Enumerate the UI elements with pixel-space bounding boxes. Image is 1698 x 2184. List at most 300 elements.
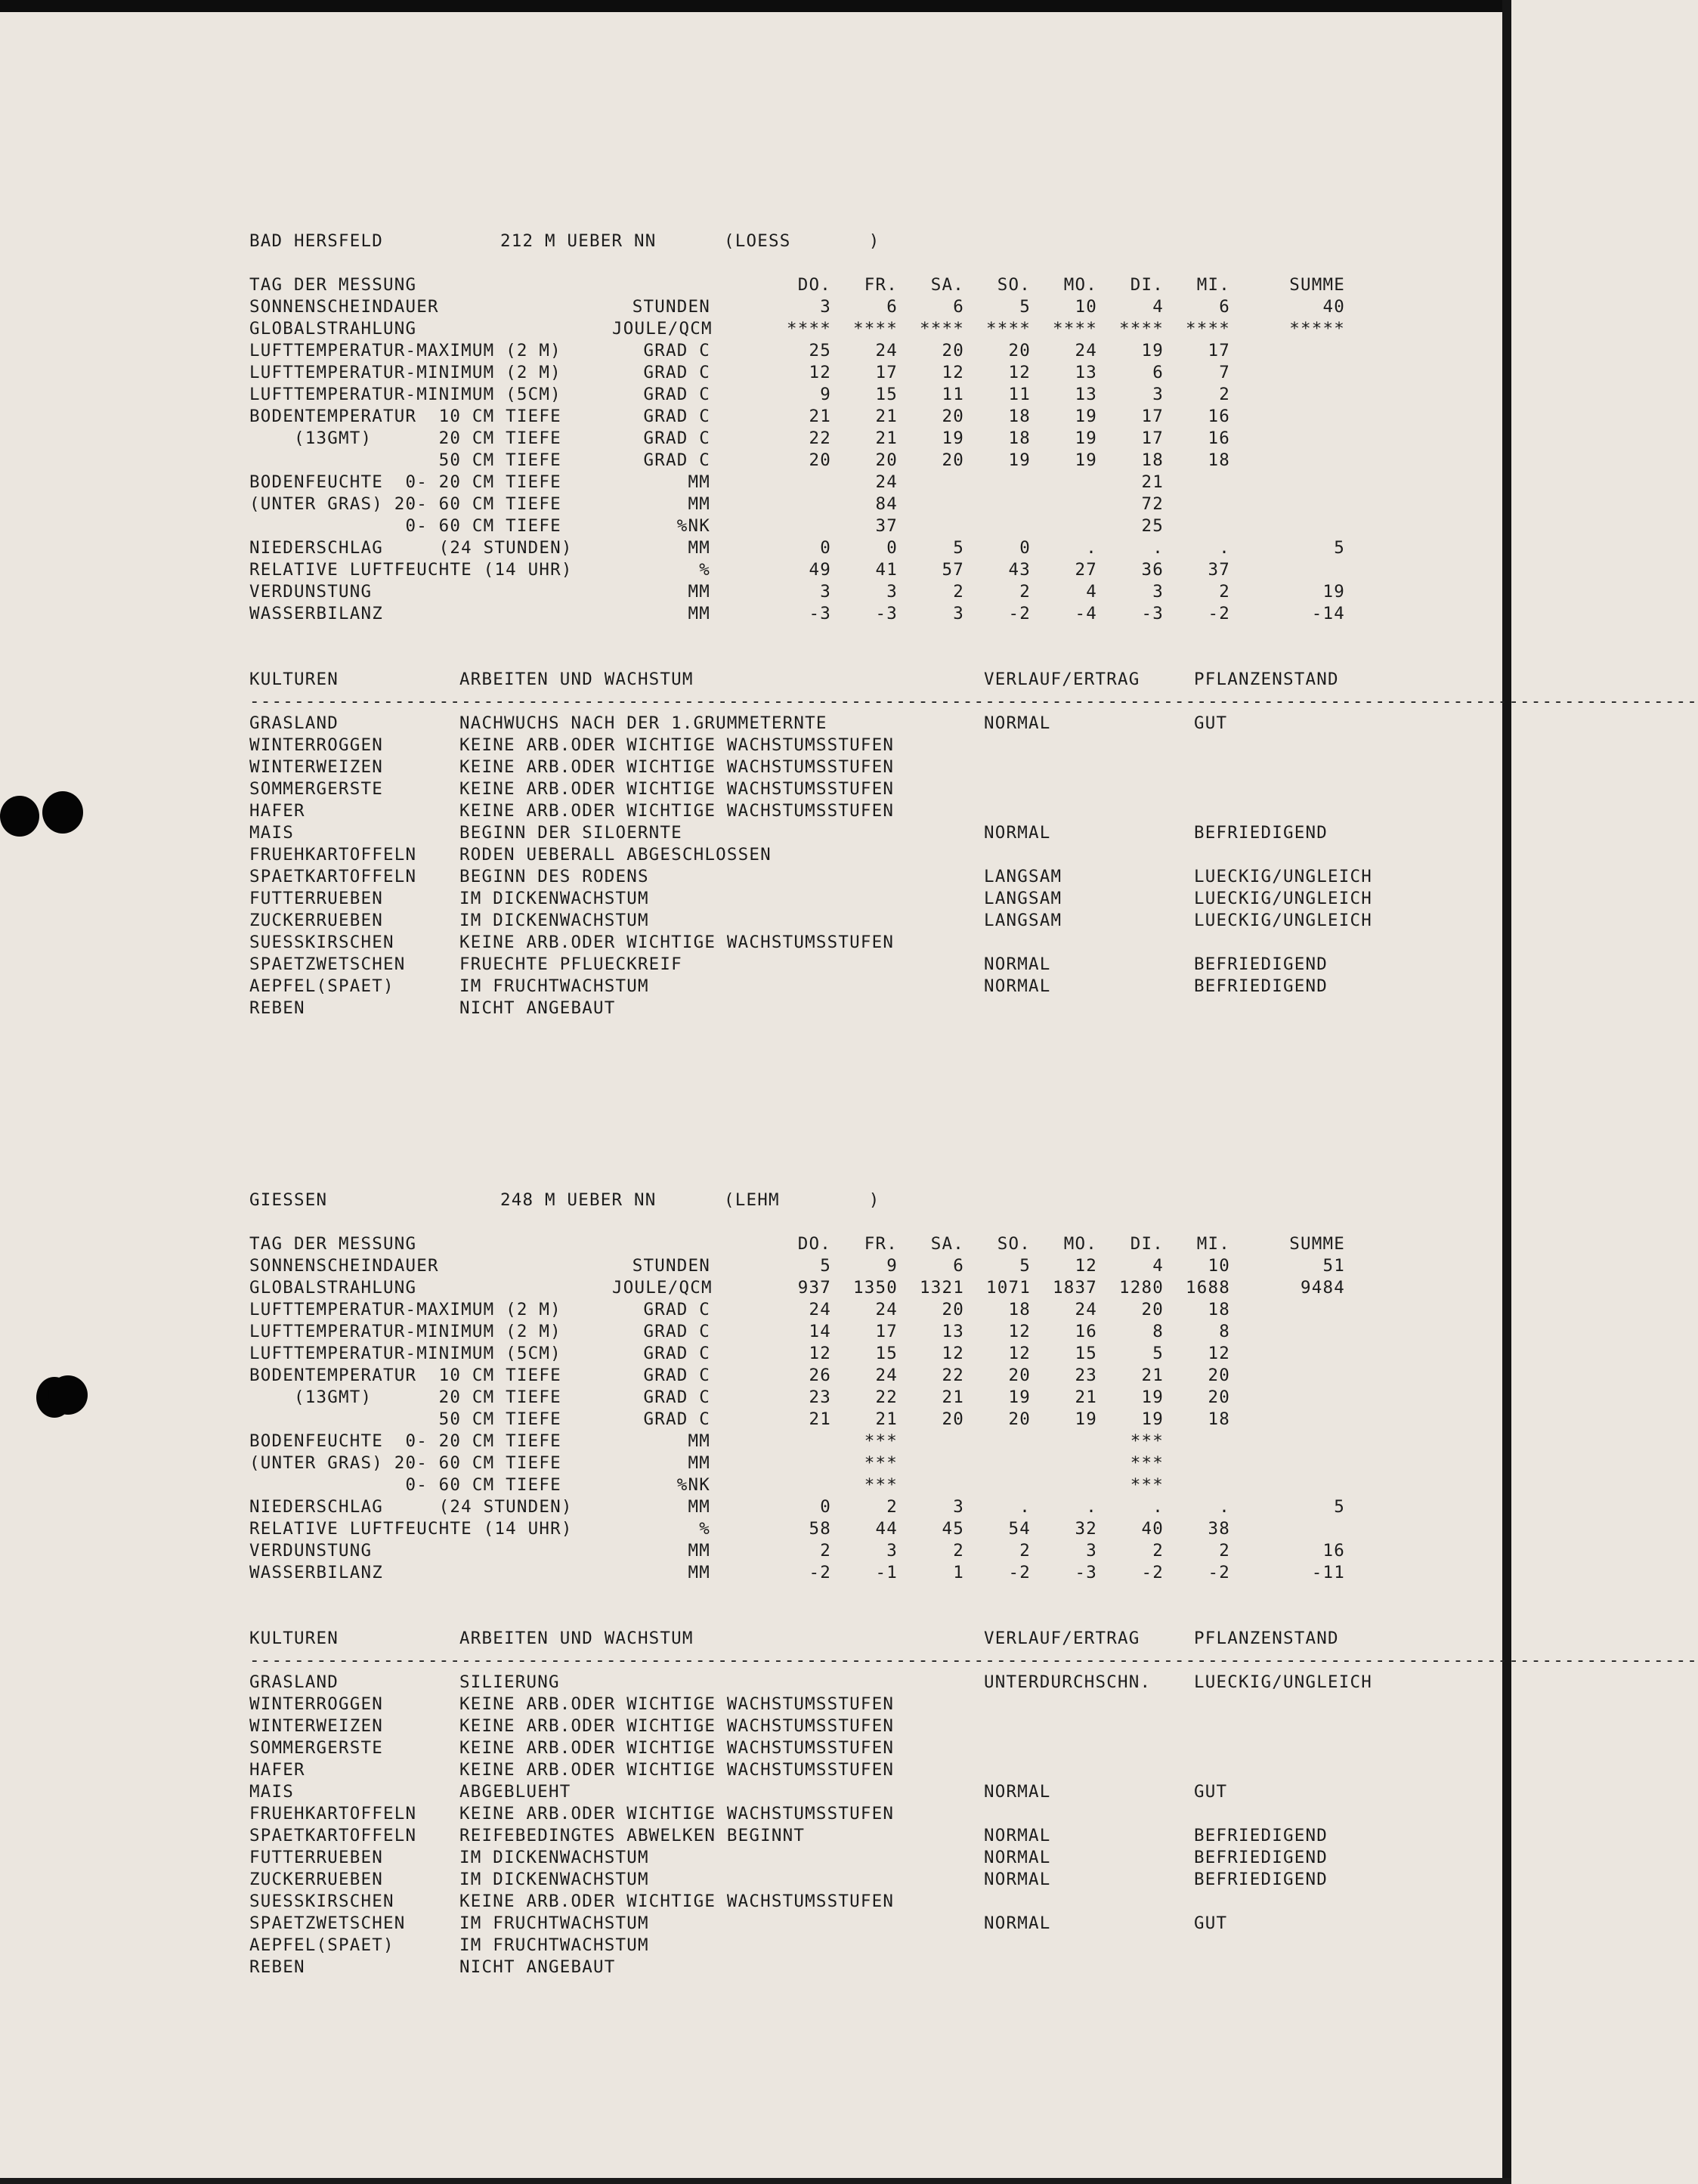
crop-work: KEINE ARB.ODER WICHTIGE WACHSTUMSSTUFEN (459, 1716, 895, 1736)
day-value: *** (1130, 1431, 1164, 1451)
day-value: 54 (1008, 1519, 1031, 1539)
crop-condition: LUECKIG/UNGLEICH (1194, 889, 1372, 908)
measure-label: RELATIVE LUFTFEUCHTE (14 UHR) (249, 560, 573, 580)
day-value: 20 (942, 450, 964, 470)
crop-row (249, 1694, 1413, 1715)
crop-row (249, 888, 1413, 910)
crop-condition: BEFRIEDIGEND (1194, 1826, 1328, 1845)
day-value: 18 (1008, 428, 1031, 448)
measure-label: NIEDERSCHLAG (24 STUNDEN) (249, 538, 573, 558)
day-value: 38 (1208, 1519, 1230, 1539)
crop-row (249, 822, 1413, 844)
day-value: 9 (886, 1256, 898, 1276)
day-value: 22 (942, 1366, 964, 1385)
measure-label: GLOBALSTRAHLUNG (249, 319, 417, 339)
day-value: 2 (1219, 385, 1230, 404)
weather-row (249, 1299, 1413, 1321)
weather-row (249, 515, 1413, 537)
measure-unit: MM (688, 472, 710, 492)
day-value: 20 (942, 341, 964, 360)
crop-row (249, 976, 1413, 998)
week-sum: -11 (1311, 1563, 1345, 1582)
station-report-bad-hersfeld (249, 230, 1698, 1019)
day-value: 23 (1075, 1366, 1097, 1385)
spacer (249, 1211, 1413, 1233)
day-value: 19 (1141, 341, 1164, 360)
weather-row (249, 274, 1413, 296)
crop-progress: NORMAL (984, 954, 1051, 974)
crop-row (249, 1803, 1413, 1825)
day-value: 1321 (920, 1278, 964, 1298)
measure-label: BODENTEMPERATUR 10 CM TIEFE (249, 1366, 561, 1385)
crop-work: IM DICKENWACHSTUM (459, 911, 649, 930)
crop-name: ZUCKERRUEBEN (249, 1870, 383, 1889)
crop-row (249, 844, 1413, 866)
crop-row (249, 1957, 1413, 1978)
day-value: 24 (875, 1366, 898, 1385)
measure-unit: GRAD C (643, 1387, 710, 1407)
crop-condition: LUECKIG/UNGLEICH (1194, 867, 1372, 886)
week-sum: 51 (1322, 1256, 1345, 1276)
day-value: 12 (809, 1344, 831, 1363)
day-value: -2 (1208, 1563, 1230, 1582)
measure-unit: STUNDEN (632, 297, 710, 317)
day-value: 1280 (1119, 1278, 1164, 1298)
crop-progress: LANGSAM (984, 911, 1062, 930)
day-value: 24 (1075, 1300, 1097, 1319)
crop-work: BEGINN DER SILOERNTE (459, 823, 682, 843)
day-value: FR. (864, 275, 898, 295)
measure-label: 50 CM TIEFE (249, 1409, 561, 1429)
day-value: -1 (875, 1563, 898, 1582)
measure-label: LUFTTEMPERATUR-MAXIMUM (2 M) (249, 341, 561, 360)
day-value: 13 (1075, 363, 1097, 382)
day-value: 21 (1141, 472, 1164, 492)
crop-row (249, 1869, 1413, 1891)
weather-row (249, 1518, 1413, 1540)
crop-work: BEGINN DES RODENS (459, 867, 649, 886)
crop-name: ZUCKERRUEBEN (249, 911, 383, 930)
crop-work: KEINE ARB.ODER WICHTIGE WACHSTUMSSTUFEN (459, 757, 895, 777)
measure-unit: MM (688, 1453, 710, 1473)
day-value: 0 (820, 1497, 831, 1517)
day-value: 15 (1075, 1344, 1097, 1363)
measure-label: TAG DER MESSUNG (249, 275, 417, 295)
day-value: 3 (953, 604, 964, 623)
crop-condition: LUECKIG/UNGLEICH (1194, 911, 1372, 930)
day-value: 43 (1008, 560, 1031, 580)
day-value: 21 (1141, 1366, 1164, 1385)
day-value: 26 (809, 1366, 831, 1385)
day-value: **** (1053, 319, 1097, 339)
crop-progress: NORMAL (984, 1913, 1051, 1933)
day-value: 2 (820, 1541, 831, 1561)
day-value: 3 (886, 582, 898, 602)
measure-unit: GRAD C (643, 1300, 710, 1319)
weather-row (249, 1540, 1413, 1562)
crop-work: NICHT ANGEBAUT (459, 1957, 616, 1977)
day-value: . (1219, 538, 1230, 558)
weather-row (249, 1409, 1413, 1431)
day-value: MI. (1196, 1234, 1230, 1254)
crop-work: IM FRUCHTWACHSTUM (459, 1913, 649, 1933)
day-value: 27 (1075, 560, 1097, 580)
day-value: 19 (1008, 450, 1031, 470)
weather-row (249, 1233, 1413, 1255)
day-value: -3 (1141, 604, 1164, 623)
measure-label: (UNTER GRAS) 20- 60 CM TIEFE (249, 494, 561, 514)
day-value: 19 (1008, 1387, 1031, 1407)
spacer (249, 625, 1413, 647)
crop-row (249, 1891, 1413, 1913)
crop-progress: LANGSAM (984, 889, 1062, 908)
day-value: SA. (930, 1234, 964, 1254)
day-value: 24 (875, 341, 898, 360)
day-value: 12 (942, 363, 964, 382)
day-value: 9 (820, 385, 831, 404)
measure-unit: %NK (676, 516, 710, 536)
spacer (249, 1606, 1413, 1628)
crop-row (249, 1935, 1413, 1957)
crop-row (249, 778, 1413, 800)
measure-label: (13GMT) 20 CM TIEFE (249, 428, 561, 448)
day-value: 20 (1008, 1366, 1031, 1385)
day-value: -2 (1008, 604, 1031, 623)
dashed-rule: ---------------------------------------------------------------------------------------------------------------------------------- (249, 1650, 1698, 1670)
spacer (249, 647, 1413, 669)
crop-work: NICHT ANGEBAUT (459, 998, 616, 1018)
crop-name: SPAETKARTOFFELN (249, 867, 417, 886)
crop-work: KEINE ARB.ODER WICHTIGE WACHSTUMSSTUFEN (459, 779, 895, 799)
day-value: 32 (1075, 1519, 1097, 1539)
day-value: 18 (1208, 1409, 1230, 1429)
weather-row (249, 1496, 1413, 1518)
measure-unit: GRAD C (643, 1322, 710, 1341)
day-value: 2 (1019, 1541, 1031, 1561)
station-report-giessen (249, 1189, 1698, 1978)
day-value: -2 (1141, 1563, 1164, 1582)
day-value: 4 (1086, 582, 1097, 602)
station-name: GIESSEN (249, 1190, 328, 1210)
crop-name: SUESSKIRSCHEN (249, 1892, 394, 1911)
day-value: 49 (809, 560, 831, 580)
crop-name: SPAETKARTOFFELN (249, 1826, 417, 1845)
day-value: 36 (1141, 560, 1164, 580)
crop-condition: BEFRIEDIGEND (1194, 954, 1328, 974)
crop-row (249, 713, 1413, 735)
crop-name: HAFER (249, 801, 305, 821)
day-value: 6 (953, 1256, 964, 1276)
crop-condition: GUT (1194, 1782, 1228, 1802)
week-sum: 19 (1322, 582, 1345, 602)
day-value: -3 (1075, 1563, 1097, 1582)
crop-name: GRASLAND (249, 1672, 339, 1692)
weather-row (249, 493, 1413, 515)
week-sum: 9484 (1301, 1278, 1345, 1298)
day-value: *** (1130, 1475, 1164, 1495)
measure-unit: MM (688, 1563, 710, 1582)
day-value: 20 (875, 450, 898, 470)
day-value: 6 (1152, 363, 1164, 382)
week-sum: SUMME (1289, 275, 1345, 295)
day-value: 20 (942, 1300, 964, 1319)
day-value: 20 (809, 450, 831, 470)
measure-unit: MM (688, 494, 710, 514)
measure-unit: GRAD C (643, 450, 710, 470)
crop-work: IM DICKENWACHSTUM (459, 889, 649, 908)
station-elevation: 248 M UEBER NN (500, 1190, 657, 1210)
station-soil: (LEHM ) (724, 1190, 880, 1210)
day-value: 17 (1141, 428, 1164, 448)
week-sum: 40 (1322, 297, 1345, 317)
crop-name: SOMMERGERSTE (249, 779, 383, 799)
day-value: 15 (875, 385, 898, 404)
day-value: DI. (1130, 1234, 1164, 1254)
day-value: 18 (1141, 450, 1164, 470)
measure-label: RELATIVE LUFTFEUCHTE (14 UHR) (249, 1519, 573, 1539)
crop-work: SILIERUNG (459, 1672, 560, 1692)
crop-condition: GUT (1194, 713, 1228, 733)
crop-name: FRUEHKARTOFFELN (249, 845, 417, 865)
day-value: 18 (1208, 1300, 1230, 1319)
crop-row (249, 910, 1413, 932)
day-value: 20 (1008, 1409, 1031, 1429)
weather-row (249, 1474, 1413, 1496)
crop-work: RODEN UEBERALL ABGESCHLOSSEN (459, 845, 772, 865)
crop-name: WINTERROGGEN (249, 735, 383, 755)
day-value: 57 (942, 560, 964, 580)
day-value: 8 (1219, 1322, 1230, 1341)
crop-name: SPAETZWETSCHEN (249, 1913, 406, 1933)
measure-unit: MM (688, 582, 710, 602)
measure-unit: STUNDEN (632, 1256, 710, 1276)
measure-label: 50 CM TIEFE (249, 450, 561, 470)
day-value: 24 (875, 1300, 898, 1319)
day-value: 21 (942, 1387, 964, 1407)
day-value: 3 (953, 1497, 964, 1517)
measure-label: SONNENSCHEINDAUER (249, 297, 439, 317)
day-value: 12 (1008, 363, 1031, 382)
measure-label: WASSERBILANZ (249, 1563, 383, 1582)
weather-row (249, 581, 1413, 603)
day-value: -3 (809, 604, 831, 623)
day-value: SA. (930, 275, 964, 295)
day-value: 20 (1008, 341, 1031, 360)
day-value: 2 (1219, 1541, 1230, 1561)
measure-unit: GRAD C (643, 428, 710, 448)
day-value: 5 (1019, 297, 1031, 317)
day-value: 37 (1208, 560, 1230, 580)
crop-progress: NORMAL (984, 713, 1051, 733)
weather-row (249, 384, 1413, 406)
measure-unit: MM (688, 538, 710, 558)
crop-progress: NORMAL (984, 823, 1051, 843)
day-value: 41 (875, 560, 898, 580)
crops-col-header: VERLAUF/ERTRAG (984, 670, 1140, 689)
day-value: 6 (886, 297, 898, 317)
day-value: SO. (997, 1234, 1031, 1254)
measure-label: TAG DER MESSUNG (249, 1234, 417, 1254)
day-value: 21 (875, 428, 898, 448)
crop-condition: BEFRIEDIGEND (1194, 823, 1328, 843)
day-value: 2 (1152, 1541, 1164, 1561)
day-value: . (1152, 1497, 1164, 1517)
crops-col-header: ARBEITEN UND WACHSTUM (459, 1629, 694, 1648)
measure-unit: GRAD C (643, 1366, 710, 1385)
measure-unit: MM (688, 1541, 710, 1561)
crop-work: KEINE ARB.ODER WICHTIGE WACHSTUMSSTUFEN (459, 801, 895, 821)
crop-work: KEINE ARB.ODER WICHTIGE WACHSTUMSSTUFEN (459, 735, 895, 755)
day-value: 22 (875, 1387, 898, 1407)
crop-work: KEINE ARB.ODER WICHTIGE WACHSTUMSSTUFEN (459, 1804, 895, 1824)
weather-row (249, 362, 1413, 384)
day-value: 2 (953, 582, 964, 602)
measure-label: VERDUNSTUNG (249, 1541, 373, 1561)
day-value: *** (864, 1475, 898, 1495)
measure-unit: GRAD C (643, 407, 710, 426)
day-value: 1837 (1053, 1278, 1097, 1298)
day-value: 21 (1075, 1387, 1097, 1407)
crop-work: IM FRUCHTWACHSTUM (459, 976, 649, 996)
crop-name: MAIS (249, 1782, 294, 1802)
measure-unit: %NK (676, 1475, 710, 1495)
day-value: DO. (797, 275, 831, 295)
day-value: *** (1130, 1453, 1164, 1473)
day-value: 19 (1075, 428, 1097, 448)
measure-label: (13GMT) 20 CM TIEFE (249, 1387, 561, 1407)
station-title-row (249, 1189, 1413, 1211)
day-value: 18 (1208, 450, 1230, 470)
crop-row (249, 1781, 1413, 1803)
crop-work: NACHWUCHS NACH DER 1.GRUMMETERNTE (459, 713, 827, 733)
weather-row (249, 559, 1413, 581)
crops-col-header: PFLANZENSTAND (1194, 670, 1339, 689)
crop-row (249, 800, 1413, 822)
measure-unit: GRAD C (643, 385, 710, 404)
day-value: 14 (809, 1322, 831, 1341)
weather-row (249, 1255, 1413, 1277)
day-value: 2 (953, 1541, 964, 1561)
day-value: 11 (1008, 385, 1031, 404)
day-value: 1 (953, 1563, 964, 1582)
crop-progress: NORMAL (984, 1826, 1051, 1845)
day-value: **** (1186, 319, 1230, 339)
measure-label: 0- 60 CM TIEFE (249, 516, 561, 536)
day-value: 1350 (853, 1278, 898, 1298)
measure-label: NIEDERSCHLAG (24 STUNDEN) (249, 1497, 573, 1517)
measure-unit: GRAD C (643, 341, 710, 360)
crop-name: FUTTERRUEBEN (249, 1848, 383, 1867)
crop-work: KEINE ARB.ODER WICHTIGE WACHSTUMSSTUFEN (459, 1738, 895, 1758)
crop-progress: NORMAL (984, 976, 1051, 996)
day-value: 0 (886, 538, 898, 558)
crop-progress: LANGSAM (984, 867, 1062, 886)
spacer (249, 1584, 1413, 1606)
day-value: 44 (875, 1519, 898, 1539)
day-value: 16 (1208, 428, 1230, 448)
crop-row (249, 1672, 1413, 1694)
crops-col-header: KULTUREN (249, 670, 339, 689)
crops-header-row (249, 669, 1413, 691)
crop-name: FRUEHKARTOFFELN (249, 1804, 417, 1824)
day-value: 20 (1208, 1387, 1230, 1407)
weather-row (249, 1387, 1413, 1409)
week-sum: 5 (1334, 538, 1345, 558)
day-value: -2 (1208, 604, 1230, 623)
crop-condition: BEFRIEDIGEND (1194, 976, 1328, 996)
crop-row (249, 1737, 1413, 1759)
day-value: *** (864, 1431, 898, 1451)
day-value: *** (864, 1453, 898, 1473)
measure-unit: GRAD C (643, 1409, 710, 1429)
day-value: 3 (820, 582, 831, 602)
crop-name: HAFER (249, 1760, 305, 1780)
crops-col-header: KULTUREN (249, 1629, 339, 1648)
crop-work: KEINE ARB.ODER WICHTIGE WACHSTUMSSTUFEN (459, 1694, 895, 1714)
day-value: 17 (875, 1322, 898, 1341)
day-value: **** (920, 319, 964, 339)
day-value: 20 (942, 407, 964, 426)
weather-row (249, 428, 1413, 450)
measure-label: SONNENSCHEINDAUER (249, 1256, 439, 1276)
day-value: 24 (1075, 341, 1097, 360)
crop-work: KEINE ARB.ODER WICHTIGE WACHSTUMSSTUFEN (459, 1760, 895, 1780)
day-value: 4 (1152, 297, 1164, 317)
crop-row (249, 756, 1413, 778)
day-value: 45 (942, 1519, 964, 1539)
day-value: **** (853, 319, 898, 339)
day-value: 19 (942, 428, 964, 448)
day-value: MO. (1063, 275, 1097, 295)
day-value: 19 (1075, 450, 1097, 470)
crop-condition: LUECKIG/UNGLEICH (1194, 1672, 1372, 1692)
crop-row (249, 1759, 1413, 1781)
measure-unit: GRAD C (643, 1344, 710, 1363)
day-value: 20 (1141, 1300, 1164, 1319)
day-value: 12 (1008, 1322, 1031, 1341)
day-value: 17 (1208, 341, 1230, 360)
day-value: SO. (997, 275, 1031, 295)
day-value: 8 (1152, 1322, 1164, 1341)
measure-label: 0- 60 CM TIEFE (249, 1475, 561, 1495)
day-value: 2 (886, 1497, 898, 1517)
crop-work: IM DICKENWACHSTUM (459, 1870, 649, 1889)
day-value: FR. (864, 1234, 898, 1254)
day-value: 6 (1219, 297, 1230, 317)
day-value: 15 (875, 1344, 898, 1363)
weather-row (249, 406, 1413, 428)
measure-unit: JOULE/QCM (612, 319, 713, 339)
day-value: 12 (942, 1344, 964, 1363)
day-value: MI. (1196, 275, 1230, 295)
measure-label: LUFTTEMPERATUR-MINIMUM (2 M) (249, 363, 561, 382)
crop-row (249, 1913, 1413, 1935)
day-value: 11 (942, 385, 964, 404)
day-value: 22 (809, 428, 831, 448)
day-value: 21 (809, 1409, 831, 1429)
crop-work: KEINE ARB.ODER WICHTIGE WACHSTUMSSTUFEN (459, 1892, 895, 1911)
crop-condition: GUT (1194, 1913, 1228, 1933)
crop-name: SOMMERGERSTE (249, 1738, 383, 1758)
day-value: 5 (953, 538, 964, 558)
day-value: 17 (875, 363, 898, 382)
day-value: **** (986, 319, 1031, 339)
day-value: 24 (875, 472, 898, 492)
measure-label: LUFTTEMPERATUR-MINIMUM (2 M) (249, 1322, 561, 1341)
day-value: 19 (1075, 407, 1097, 426)
day-value: 3 (886, 1541, 898, 1561)
crop-name: REBEN (249, 998, 305, 1018)
